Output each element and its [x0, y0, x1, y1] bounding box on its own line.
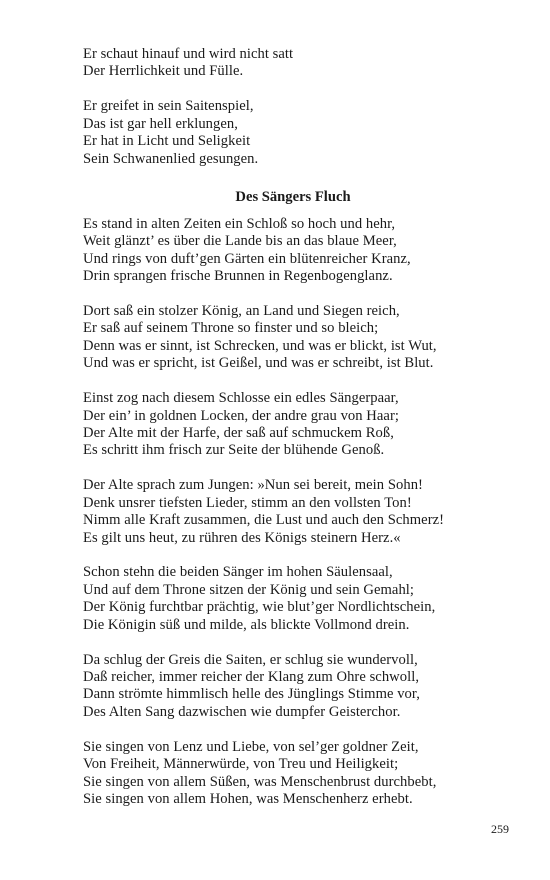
verse-line: Einst zog nach diesem Schlosse ein edles Sängerpaar,	[83, 390, 399, 407]
verse-line: Es schritt ihm frisch zur Seite der blühende Genoß.	[83, 442, 385, 459]
verse-line: Von Freiheit, Männerwürde, von Treu und Heiligkeit;	[83, 756, 399, 773]
stanza	[83, 216, 503, 286]
poem-text	[83, 216, 503, 808]
verse-line: Schon stehn die beiden Sänger im hohen Säulensaal,	[83, 564, 393, 581]
verse-line: Sie singen von allem Süßen, was Menschenbrust durchbebt,	[83, 773, 437, 790]
stanza	[83, 477, 503, 547]
verse-line: Sein Schwanenlied gesungen.	[83, 150, 259, 167]
verse-line: Es stand in alten Zeiten ein Schloß so hoch und hehr,	[83, 215, 396, 232]
verse-line: Der Alte mit der Harfe, der saß auf schmuckem Roß,	[83, 425, 394, 441]
verse-line: Der König furchtbar prächtig, wie blut’ger Nordlichtschein,	[83, 599, 436, 616]
verse-line: Des Alten Sang dazwischen wie dumpfer Geisterchor.	[83, 703, 401, 720]
verse-line: Er hat in Licht und Seligkeit	[83, 133, 251, 150]
page-body	[83, 46, 503, 826]
stanza	[83, 390, 503, 460]
verse-line: Drin sprangen frische Brunnen in Regenbogenglanz.	[83, 268, 393, 285]
stanza	[83, 303, 503, 373]
stanza	[83, 652, 503, 722]
verse-line: Und auf dem Throne sitzen der König und sein Gemahl;	[83, 581, 415, 598]
verse-line: Da schlug der Greis die Saiten, er schlug sie wundervoll,	[83, 651, 418, 668]
verse-line: Er saß auf seinem Throne so finster und so bleich;	[83, 320, 379, 337]
previous-poem-ending	[83, 46, 503, 168]
verse-line: Er greifet in sein Saitenspiel,	[83, 98, 254, 115]
verse-line: Sie singen von allem Hohen, was Menschenherz erhebt.	[83, 790, 413, 807]
verse-line: Und was er spricht, ist Geißel, und was er schreibt, ist Blut.	[83, 355, 434, 372]
stanza	[83, 739, 503, 809]
verse-line: Sie singen von Lenz und Liebe, von sel’ger goldner Zeit,	[83, 738, 419, 755]
verse-line: Es gilt uns heut, zu rühren des Königs steinern Herz.«	[83, 529, 401, 546]
verse-line: Dann strömte himmlisch helle des Jünglings Stimme vor,	[83, 686, 420, 703]
page-number: 259	[491, 822, 509, 836]
verse-line: Der Alte sprach zum Jungen: »Nun sei bereit, mein Sohn!	[83, 477, 423, 494]
stanza	[83, 98, 503, 168]
stanza	[83, 46, 503, 81]
verse-line: Der ein’ in goldnen Locken, der andre grau von Haar;	[83, 407, 399, 424]
verse-line: Denn was er sinnt, ist Schrecken, und was er blickt, ist Wut,	[83, 337, 437, 354]
verse-line: Denk unsrer tiefsten Lieder, stimm an den vollsten Ton!	[83, 494, 412, 511]
verse-line: Daß reicher, immer reicher der Klang zum Ohre schwoll,	[83, 668, 420, 685]
verse-line: Weit glänzt’ es über die Lande bis an das blaue Meer,	[83, 233, 397, 250]
verse-line: Er schaut hinauf und wird nicht satt	[83, 46, 294, 62]
verse-line: Nimm alle Kraft zusammen, die Lust und auch den Schmerz!	[83, 512, 445, 529]
stanza	[83, 564, 503, 634]
poem-title: Des Sängers Fluch	[235, 188, 351, 205]
verse-line: Der Herrlichkeit und Fülle.	[83, 63, 244, 80]
verse-line: Die Königin süß und milde, als blickte Vollmond drein.	[83, 616, 410, 633]
verse-line: Und rings von duft’gen Gärten ein blütenreicher Kranz,	[83, 250, 411, 267]
verse-line: Dort saß ein stolzer König, an Land und Siegen reich,	[83, 303, 400, 320]
verse-line: Das ist gar hell erklungen,	[83, 115, 238, 132]
